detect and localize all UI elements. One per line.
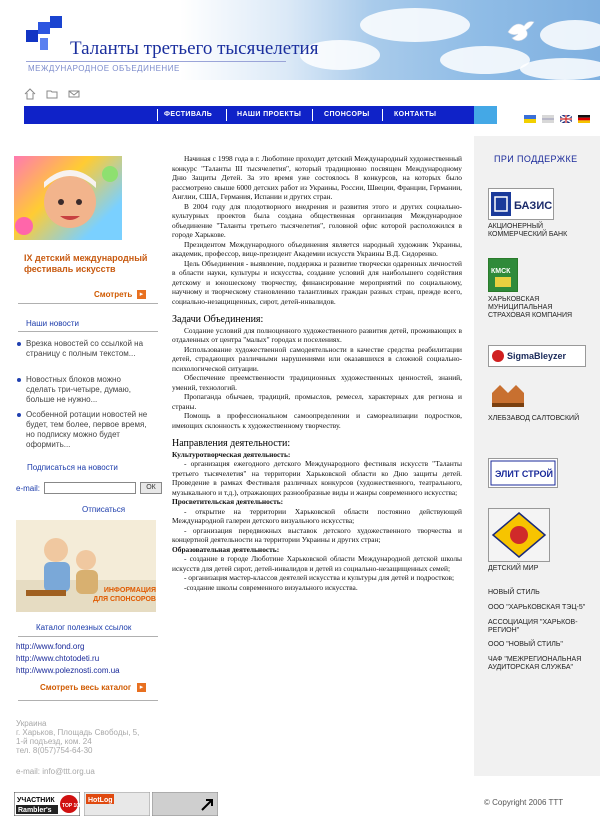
subscribe-heading: Подписаться на новости bbox=[27, 463, 118, 472]
hotlog-counter-image bbox=[84, 792, 150, 816]
site-footer bbox=[0, 788, 600, 824]
copyright bbox=[484, 798, 563, 807]
svg-text:TOP 100: TOP 100 bbox=[62, 803, 80, 809]
news-text: Особенной ротации новостей не будет, тем более, первое время, но подписку можно будет оформить... bbox=[26, 410, 148, 449]
copyright-text: Copyright 2006 TTT bbox=[492, 798, 564, 807]
task-item: Создание условий для полноценного художественного развития детей, проживающих в отдаленных от центра "малых" городах и поселениях. bbox=[172, 325, 462, 344]
kmsk-logo-image bbox=[489, 259, 517, 291]
counter-widget-image bbox=[152, 792, 218, 816]
bazis-logo[interactable] bbox=[488, 188, 554, 220]
nav-contacts[interactable]: КОНТАКТЫ bbox=[394, 111, 437, 118]
unsubscribe-link[interactable]: Отписаться bbox=[82, 505, 126, 514]
intro-paragraph: Президентом Международного объединения является народный художник Украины, академик, профессор, вице-президент Академии искусств Украины В.Д. Сидоренко. bbox=[172, 239, 462, 258]
rambler-counter[interactable] bbox=[14, 792, 80, 816]
partner-link[interactable]: ООО "НОВЫЙ СТИЛЬ" bbox=[488, 641, 563, 648]
nav-projects[interactable]: НАШИ ПРОЕКТЫ bbox=[237, 111, 302, 118]
copyright-icon: © bbox=[484, 798, 490, 807]
germany-flag-icon[interactable] bbox=[578, 115, 590, 123]
sigmableyzer-logo-image bbox=[489, 346, 585, 366]
intro-paragraph: Цель Объединения - выявление, поддержка и развитие творчески одаренных личностей в области науки, культуры и искусства, создание условий для наибольшего содействия детскому и юношескому творчеству, финансирование мероприятий по социальному, научному и творческому становлению талантливых граждан разных стран, прежде всего, социально-незащищенных, сирот, детей-инвалидов. bbox=[172, 258, 462, 306]
main-content bbox=[172, 154, 462, 592]
nav-separator bbox=[157, 109, 158, 121]
partner-link[interactable]: ЧАФ "МЕЖРЕГИОНАЛЬНАЯ АУДИТОРСКАЯ СЛУЖБА" bbox=[488, 656, 582, 671]
address-line: тел. 8(057)754-64-30 bbox=[16, 746, 93, 755]
nav-separator bbox=[382, 109, 383, 121]
news-text: Новостных блоков можно сделать три-четыре, думаю, больше не нужно... bbox=[26, 375, 131, 404]
svg-text:БАЗИС: БАЗИС bbox=[514, 200, 553, 212]
sigmableyzer-logo[interactable] bbox=[488, 345, 586, 367]
partner-caption[interactable]: ХЛЕБЗАВОД САЛТОВСКИЙ bbox=[488, 415, 580, 422]
nav-separator bbox=[226, 109, 227, 121]
culture-heading: Культуротворческая деятельность: bbox=[172, 449, 291, 459]
address-line: г. Харьков, Площадь Свободы, 5, bbox=[16, 728, 140, 737]
cloud-decoration bbox=[520, 58, 600, 80]
ukraine-flag-icon[interactable] bbox=[524, 115, 536, 123]
elit-stroy-logo-image bbox=[489, 459, 557, 487]
nav-separator bbox=[312, 109, 313, 121]
counter-widget[interactable] bbox=[152, 792, 218, 816]
divider bbox=[18, 303, 158, 304]
contact-address bbox=[16, 719, 162, 755]
direction-item: - открытие на территории Харьковской области постоянно действующей Международной галереи детского визуального искусства; bbox=[172, 506, 462, 525]
partner-link[interactable]: АССОЦИАЦИЯ "ХАРЬКОВ-РЕГИОН" bbox=[488, 619, 578, 634]
site-title: Таланты третьего тысячелетия bbox=[70, 38, 319, 59]
nav-festival[interactable]: ФЕСТИВАЛЬ bbox=[164, 111, 213, 118]
svg-text:УЧАСТНИК: УЧАСТНИК bbox=[17, 797, 55, 804]
divider bbox=[18, 331, 158, 332]
bakery-logo[interactable] bbox=[488, 381, 528, 411]
elit-stroy-logo[interactable] bbox=[488, 458, 558, 488]
email-label: e-mail: bbox=[16, 484, 41, 493]
subscribe-form bbox=[16, 482, 156, 496]
catalog-link[interactable]: http://www.chtotodeti.ru bbox=[16, 654, 100, 663]
partner-link[interactable]: НОВЫЙ СТИЛЬ bbox=[488, 589, 540, 596]
tasks-heading: Задачи Объединения: bbox=[172, 314, 264, 325]
divider bbox=[18, 700, 158, 701]
news-item[interactable] bbox=[26, 375, 152, 405]
sponsor-caption-line: ИНФОРМАЦИЯ bbox=[103, 587, 156, 594]
ok-button[interactable]: ОК bbox=[140, 482, 162, 494]
site-logo[interactable] bbox=[26, 16, 62, 52]
education-heading: Просветительская деятельность: bbox=[172, 497, 284, 506]
sponsor-caption[interactable] bbox=[86, 586, 156, 604]
uk-flag-icon[interactable] bbox=[560, 115, 572, 123]
nav-end-accent bbox=[474, 106, 497, 124]
partner-caption[interactable]: ДЕТСКИЙ МИР bbox=[488, 565, 539, 572]
detsky-mir-logo[interactable] bbox=[488, 508, 550, 562]
task-item: Помощь в профессиональном самоопределении и самореализации подростков, имеющих склонность к художественному творчеству. bbox=[172, 411, 462, 430]
email-input[interactable] bbox=[44, 482, 136, 494]
svg-text:SigmaBleyzer: SigmaBleyzer bbox=[507, 351, 567, 361]
directions-heading: Направления деятельности: bbox=[172, 438, 291, 449]
edu-heading: Образовательная деятельность: bbox=[172, 544, 280, 554]
task-item: Использование художественной самодеятельности в качестве средства реабилитации детей, страдающих различными нарушениями или оказавшихся в сложной социально-психологической ситуации. bbox=[172, 344, 462, 373]
nav-sponsors[interactable]: СПОНСОРЫ bbox=[324, 111, 370, 118]
catalog-heading: Каталог полезных ссылок bbox=[36, 623, 132, 632]
kmsk-logo[interactable] bbox=[488, 258, 518, 292]
direction-item: - организация передвижных выставок детского художественного творчества и концертной деятельности на территории Украины и других стран; bbox=[172, 525, 462, 544]
intro-paragraph: В 2004 году для плодотворного внедрения и развития этого и других социально-культурных проектов была создана общественная организация Международное объединение "Таланты третьего тысячелетия", головной офис которой расположился в городе Харькове. bbox=[172, 201, 462, 239]
site-subtitle: МЕЖДУНАРОДНОЕ ОБЪЕДИНЕНИЕ bbox=[28, 64, 180, 73]
arrow-right-icon[interactable]: ▸ bbox=[137, 290, 146, 299]
sponsor-caption-line: ДЛЯ СПОНСОРОВ bbox=[93, 596, 156, 603]
festival-photo[interactable] bbox=[14, 156, 122, 240]
festival-more-link[interactable]: Смотреть bbox=[94, 290, 133, 299]
folder-icon[interactable] bbox=[46, 88, 58, 100]
contact-email[interactable]: e-mail: info@ttt.org.ua bbox=[16, 767, 95, 776]
address-line: Украина bbox=[16, 719, 47, 728]
dove-icon bbox=[506, 18, 536, 44]
cloud-decoration bbox=[440, 46, 530, 74]
bakery-logo-image bbox=[488, 381, 528, 411]
russia-flag-icon[interactable] bbox=[542, 115, 554, 123]
child-photo-image bbox=[14, 156, 122, 240]
direction-item: - создание в городе Люботине Харьковской области Международной детской школы искусств для детей сирот, детей-инвалидов и детей из социально-незащищенных семей; bbox=[172, 554, 462, 573]
festival-title[interactable]: IX детский международный фестиваль искусств bbox=[24, 253, 148, 274]
task-item: Обеспечение преемственности традиционных художественных ценностей, знаний, умений, технологий. bbox=[172, 373, 462, 392]
direction-item: - организация мастер-классов деятелей искусства и культуры для детей и подростков; bbox=[184, 573, 455, 582]
address-line: 1-й подъезд, ком. 24 bbox=[16, 737, 92, 746]
svg-text:HotLog: HotLog bbox=[88, 797, 113, 804]
catalog-link[interactable]: http://www.fond.org bbox=[16, 642, 85, 651]
news-heading: Наши новости bbox=[26, 319, 79, 328]
partner-caption[interactable]: АКЦИОНЕРНЫЙ КОММЕРЧЕСКИЙ БАНК bbox=[488, 223, 568, 238]
divider bbox=[18, 636, 158, 637]
site-header bbox=[0, 0, 600, 80]
direction-item: -создание школы современного визуального искусства. bbox=[184, 582, 358, 592]
svg-text:ЭЛИТ СТРОЙ: ЭЛИТ СТРОЙ bbox=[495, 469, 553, 479]
detsky-mir-logo-image bbox=[489, 509, 549, 561]
news-item[interactable] bbox=[26, 339, 152, 359]
intro-paragraph: Начиная с 1998 года в г. Люботине проходит детский Международный художественный конкурс "Таланты III тысячелетия", который традиционно посвящен Международному Дню Защиты Детей. За это время уже состоялось 8 конкурсов, на которых было рассмотрено свыше 6000 детских работ из Украины, России, Швеции, Франции, Германии, Англии, США, Германия, Испании и других стран. bbox=[172, 154, 462, 201]
task-item: Пропаганда обычаев, традиций, промыслов, ремесел, характерных для региона и страны. bbox=[172, 392, 462, 411]
bullet-icon bbox=[17, 413, 21, 417]
support-heading: ПРИ ПОДДЕРЖКЕ bbox=[494, 154, 578, 164]
arrow-right-icon[interactable]: ▸ bbox=[137, 683, 146, 692]
partner-link[interactable]: ООО "ХАРЬКОВСКАЯ ТЭЦ-5" bbox=[488, 604, 586, 611]
bazis-logo-image bbox=[489, 189, 553, 219]
svg-text:Rambler's: Rambler's bbox=[18, 807, 52, 814]
bullet-icon bbox=[17, 378, 21, 382]
rambler-counter-image bbox=[14, 792, 80, 816]
bullet-icon bbox=[17, 342, 21, 346]
cloud-decoration bbox=[540, 20, 600, 50]
cloud-decoration bbox=[360, 8, 470, 42]
news-item[interactable] bbox=[26, 410, 152, 450]
partners-sidebar bbox=[474, 136, 600, 776]
svg-text:КМСК: КМСК bbox=[491, 268, 511, 275]
home-icon[interactable] bbox=[24, 88, 36, 100]
catalog-link[interactable]: http://www.poleznosti.com.ua bbox=[16, 666, 120, 675]
main-navbar bbox=[24, 106, 474, 124]
catalog-more-link[interactable]: Смотреть весь каталог bbox=[40, 683, 132, 692]
title-rule bbox=[26, 61, 286, 62]
partner-caption[interactable]: ХАРЬКОВСКАЯ МУНИЦИПАЛЬНАЯ СТРАХОВАЯ КОМПАНИЯ bbox=[488, 296, 573, 319]
news-text: Врезка новостей со ссылкой на страницу с полным текстом... bbox=[26, 339, 144, 358]
mail-icon[interactable] bbox=[68, 88, 80, 100]
direction-item: - организация ежегодного детского Международного фестиваля искусств "Таланты третьего тысячелетия" на территории Харьковской области ко Дню защиты детей. Проведение в рамках Фестиваля различных конкурсов (художественного, театрального, музыкального и т.д.), отражающих разнообразные виды и жанры современного искусства; bbox=[172, 459, 462, 497]
hotlog-counter[interactable] bbox=[84, 792, 150, 816]
